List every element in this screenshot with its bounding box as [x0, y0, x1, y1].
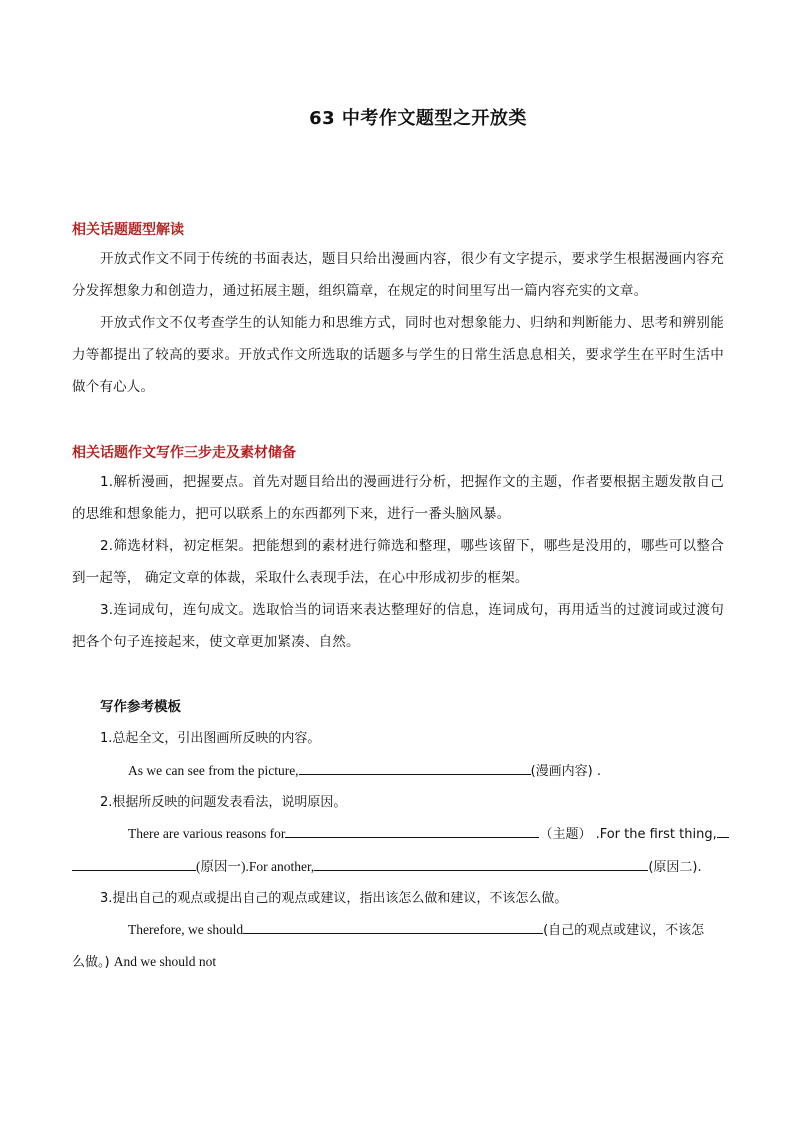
sentence-1-suffix: (漫画内容) . [530, 764, 601, 779]
answer-blank-4[interactable] [72, 856, 196, 871]
paragraph-step-3: 3.连词成句，连句成文。选取恰当的词语来表达整理好的信息，连词成句，再用适当的过渡词或过渡句把各个句子连接起来，使文章更加紧凑、自然。 [72, 602, 724, 650]
answer-blank-3[interactable] [717, 823, 729, 838]
template-sentence-2 [128, 823, 729, 842]
sentence-3-line2a: 么做。) [72, 955, 114, 970]
reason-one-label: (原因一).For another, [196, 859, 315, 874]
sentence-3-line2b: And we should not [113, 954, 217, 969]
answer-blank-2[interactable] [285, 823, 539, 838]
answer-blank-1[interactable] [299, 760, 531, 775]
answer-blank-6[interactable] [243, 919, 543, 934]
page-title: 63 中考作文题型之开放类 [309, 108, 527, 129]
template-step-1: 1.总起全文，引出图画所反映的内容。 [100, 731, 321, 746]
section-heading-three-steps: 相关话题作文写作三步走及素材储备 [72, 445, 296, 461]
paragraph-intro-2: 开放式作文不仅考查学生的认知能力和思维方式，同时也对想象能力、归纳和判断能力、思考和辨别能力等都提出了较高的要求。开放式作文所选取的话题多与学生的日常生活息息相关，要求学生在平时生活中做个有心人。 [72, 315, 724, 395]
template-heading: 写作参考模板 [100, 699, 181, 715]
template-step-3: 3.提出自己的观点或提出自己的观点或建议，指出该怎么做和建议，不该怎么做。 [100, 891, 568, 906]
template-step-2: 2.根据所反映的问题发表看法，说明原因。 [100, 795, 347, 810]
paragraph-step-2: 2.筛选材料，初定框架。把能想到的素材进行筛选和整理，哪些该留下，哪些是没用的，哪些可以整合到一起等， 确定文章的体裁，采取什么表现手法，在心中形成初步的框架。 [72, 538, 724, 586]
sentence-3-prefix: Therefore, we should [128, 922, 244, 937]
sentence-2-prefix: There are various reasons for [128, 826, 286, 841]
paragraph-step-1: 1.解析漫画，把握要点。首先对题目给出的漫画进行分析，把握作文的主题，作者要根据主题发散自己的思维和想象能力，把可以联系上的东西都列下来，进行一番头脑风暴。 [72, 474, 724, 522]
template-sentence-2-cont [72, 855, 702, 875]
reason-two-label: (原因二). [648, 860, 702, 875]
template-sentence-3-cont [72, 951, 216, 970]
sentence-3-suffix: (自己的观点或建议，不该怎 [543, 923, 705, 938]
sentence-2-mid: （主题） .For the first thing, [539, 827, 717, 842]
sentence-1-prefix: As we can see from the picture, [128, 763, 299, 778]
template-sentence-1 [128, 760, 601, 779]
answer-blank-5[interactable] [314, 856, 648, 871]
template-sentence-3 [128, 919, 704, 938]
paragraph-intro-1: 开放式作文不同于传统的书面表达，题目只给出漫画内容，很少有文字提示，要求学生根据漫画内容充分发挥想象力和创造力，通过拓展主题，组织篇章，在规定的时间里写出一篇内容充实的文章。 [72, 251, 724, 299]
section-heading-topic-analysis: 相关话题题型解读 [72, 222, 184, 238]
